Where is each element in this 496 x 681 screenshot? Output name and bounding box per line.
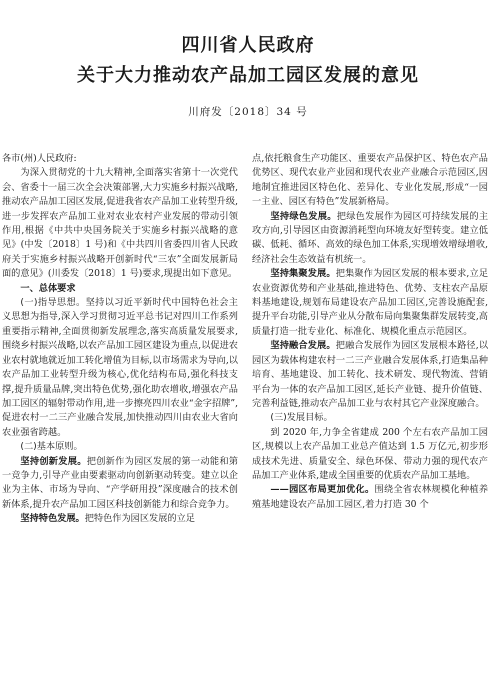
item-heading-principles: (二)基本原则。 — [20, 441, 83, 453]
principle-feature-text-start: 把特色作为园区发展的立足 — [84, 513, 195, 525]
right-column — [252, 152, 488, 512]
principle-feature-lead: 坚持特色发展。 — [20, 513, 85, 525]
document-title — [0, 33, 496, 89]
layout-goal-text: 围绕全省农林规模化种植养殖基地建设农产品加工园区,着力打造 30 个 — [252, 484, 489, 510]
principle-green-paragraph — [252, 210, 488, 268]
principle-cluster-lead: 坚持集聚发展。 — [270, 268, 336, 280]
section-heading-general: 一、总体要求 — [20, 282, 76, 294]
item-heading-ideology: (一)指导思想。 — [20, 297, 86, 309]
principle-innovation-paragraph — [2, 455, 238, 513]
title-subject: 关于大力推动农产品加工园区发展的意见 — [77, 65, 419, 86]
salutation: 各市(州)人民政府: — [2, 153, 77, 164]
guiding-ideology-paragraph — [2, 296, 238, 440]
document-number: 川府发〔2018〕34 号 — [188, 106, 308, 118]
layout-goal-lead: ——园区布局更加优化。 — [270, 484, 375, 496]
principle-fusion-paragraph — [252, 339, 488, 411]
principle-fusion-lead: 坚持融合发展。 — [270, 340, 336, 352]
principle-green-text: 把绿色发展作为园区可持续发展的主攻方向,引导园区由资源消耗型向环境友好型转变。建立低碳、低耗、循环、高效的绿色加工体系,实现增效增绿增收,经济社会生态效益有机统一。 — [252, 210, 489, 265]
principle-cluster-paragraph — [252, 267, 488, 339]
title-issuer: 四川省人民政府 — [181, 35, 315, 56]
principle-innovation-text: 把创新作为园区发展的第一动能和第一竞争力,引导产业由要素驱动向创新驱动转变。建立以企业为主体、市场为导向、“产学研用投”深度融合的技术创新体系,提升农产品加工园区科技创新能力和综合竞争力。 — [2, 455, 239, 510]
goal-paragraph: 到 2020 年,力争全省建成 200 个左右农产品加工园区,规模以上农产品加工业总产值达到 1.5 万亿元,初步形成技术先进、质量安全、绿色环保、带动力强的现代农产品加工产业体系,建成全国重要的优质农产品加工基地。 — [252, 426, 488, 481]
layout-goal-paragraph — [252, 483, 488, 512]
item-text-ideology: 坚持以习近平新时代中国特色社会主义思想为指导,深入学习贯彻习近平总书记对四川工作系列重要指示精神,全面贯彻新发展理念,落实高质量发展要求,围绕乡村振兴战略,以农产品加工园区建设为重点,以促进农业农村就地就近加工转化增值为目标,以市场需求为导向,以农产品加工业转型升级为核心,优化结构布局,强化科技支撑,提升质量品牌,突出特色优势,强化助农增收,增强农产品加工园区的辐射带动作用,进一步擦亮四川农业“金字招牌”,促进农村一二三产业融合发展,加快推动四川由农业大省向农业强省跨越。 — [2, 297, 238, 438]
principle-fusion-text: 把融合发展作为园区发展根本路径,以园区为载体构建农村一二三产业融合发展体系,打造集品种培育、基地建设、加工转化、技术研发、现代物流、营销平台为一体的农产品加工园区,延长产业链、提升价值链、完善利益链,推动农产品加工业与农村其它产业深度融合。 — [252, 340, 489, 409]
item-heading-goals: (三)发展目标。 — [270, 412, 333, 424]
left-column — [2, 152, 238, 527]
principle-green-lead: 坚持绿色发展。 — [270, 210, 337, 222]
intro-paragraph: 为深入贯彻党的十九大精神,全面落实省第十一次党代会、省委十一届三次全会决策部署,大力实施乡村振兴战略,推动农产品加工园区发展,促进我省农产品加工业转型升级,进一步发挥农产品加工业对农业农村产业发展的带动引领作用,根据《中共中央国务院关于实施乡村振兴战略的意见》(中发〔2018〕1 号)和《中共四川省委四川省人民政府关于实施乡村振兴战略开创新时代“三农”全面发展新局面的意见》(川委发〔2018〕1 号)要求,现提出如下意见。 — [2, 167, 238, 280]
principle-feature-continuation: 点,依托粮食生产功能区、重要农产品保护区、特色农产品优势区、现代农业产业园和现代农业产业融合示范园区,因地制宜推进园区特色化、差异化、专业化发展,形成“一园一主业、园区有特色”发展新格局。 — [252, 153, 488, 208]
principle-cluster-text: 把集聚作为园区发展的根本要求,立足农业资源优势和产业基础,推进特色、优势、支柱农产品原料基地建设,规划布局建设农产品加工园区,完善设施配套,提升平台功能,引导产业从分散布局向集聚集群发展转变,高质量打造一批专业化、标准化、规模化重点示范园区。 — [252, 268, 489, 337]
principle-innovation-lead: 坚持创新发展。 — [20, 455, 87, 467]
principle-feature-paragraph — [2, 512, 238, 526]
